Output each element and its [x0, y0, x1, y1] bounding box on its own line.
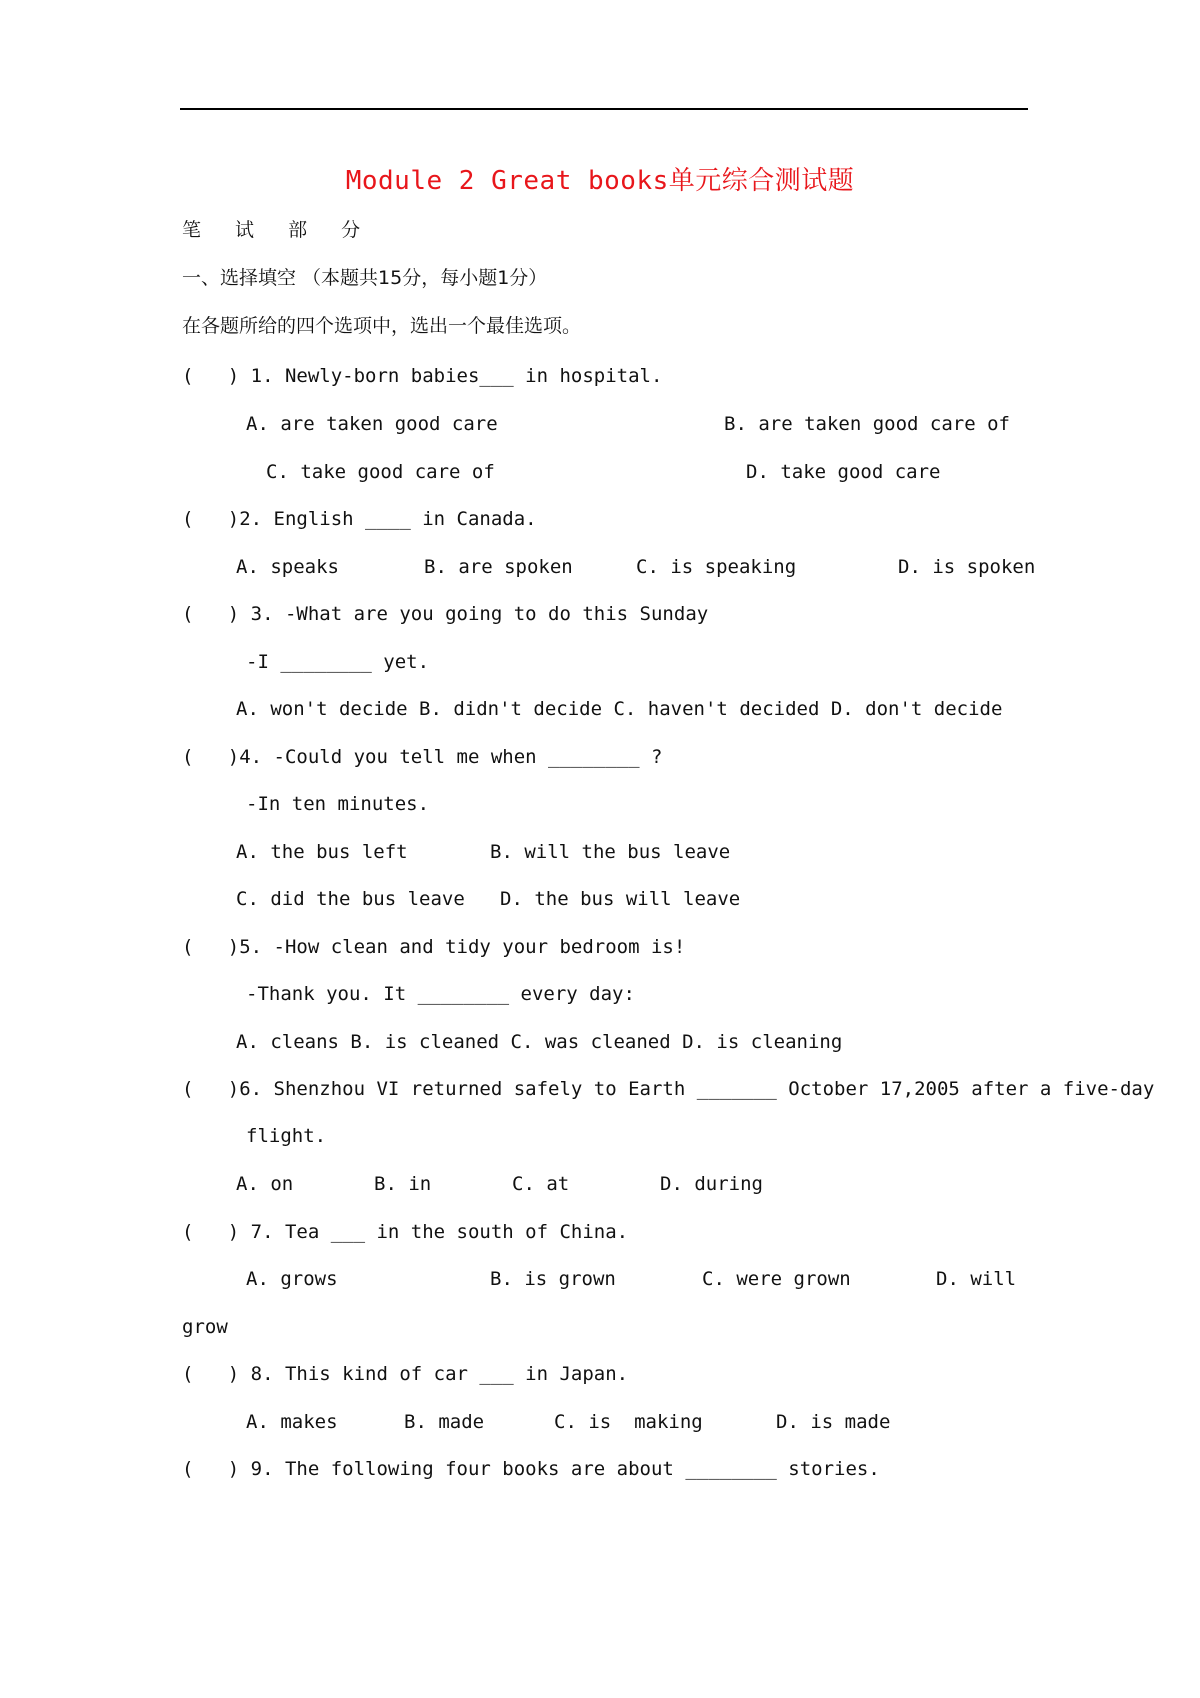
question-5-options: A. cleans B. is cleaned C. was cleaned D. is cleaning — [236, 1031, 843, 1053]
question-5-reply: -Thank you. It ________ every day: — [246, 983, 635, 1005]
question-6-option-a: A. on — [236, 1173, 294, 1195]
question-1-option-b: B. are taken good care of — [724, 413, 1010, 435]
section-heading: 笔 试 部 分 — [182, 219, 375, 241]
question-4-option-a: A. the bus left — [236, 841, 408, 863]
question-8-option-c: C. is making — [554, 1411, 703, 1433]
question-9-stem: ( ) 9. The following four books are about ________ stories. — [182, 1458, 880, 1480]
question-4-reply: -In ten minutes. — [246, 793, 430, 815]
question-2-stem: ( )2. English ____ in Canada. — [182, 508, 537, 530]
question-2-option-b: B. are spoken — [424, 556, 573, 578]
question-4-option-c: C. did the bus leave — [236, 888, 465, 910]
question-6-option-b: B. in — [374, 1173, 432, 1195]
question-8-stem: ( ) 8. This kind of car ___ in Japan. — [182, 1363, 629, 1385]
question-2-option-d: D. is spoken — [898, 556, 1036, 578]
question-1-option-c: C. take good care of — [266, 461, 495, 483]
question-1-stem: ( ) 1. Newly-born babies___ in hospital. — [182, 365, 663, 387]
question-1-option-d: D. take good care — [746, 461, 941, 483]
question-7-stem: ( ) 7. Tea ___ in the south of China. — [182, 1221, 629, 1243]
header-rule — [180, 108, 1028, 110]
question-4-option-b: B. will the bus leave — [490, 841, 731, 863]
question-7-option-c: C. were grown — [702, 1268, 851, 1290]
question-2-option-c: C. is speaking — [636, 556, 797, 578]
question-3-options: A. won't decide B. didn't decide C. haven't decided D. don't decide — [236, 698, 1003, 720]
question-8-option-b: B. made — [404, 1411, 485, 1433]
question-7-option-b: B. is grown — [490, 1268, 616, 1290]
question-6-option-d: D. during — [660, 1173, 763, 1195]
page-title: Module 2 Great books单元综合测试题 — [345, 166, 855, 196]
question-6-option-c: C. at — [512, 1173, 570, 1195]
question-3-stem: ( ) 3. -What are you going to do this Sunday — [182, 603, 709, 625]
question-7-option-a: A. grows — [246, 1268, 338, 1290]
question-3-reply: -I ________ yet. — [246, 651, 430, 673]
question-1-option-a: A. are taken good care — [246, 413, 498, 435]
question-8-option-d: D. is made — [776, 1411, 891, 1433]
instruction-text: 在各题所给的四个选项中，选出一个最佳选项。 — [182, 315, 582, 337]
question-7-option-d: D. will — [936, 1268, 1017, 1290]
question-4-option-d: D. the bus will leave — [500, 888, 741, 910]
part-heading: 一、选择填空 （本题共15分，每小题1分） — [182, 267, 548, 289]
question-6-continuation: flight. — [246, 1125, 327, 1147]
question-6-stem: ( )6. Shenzhou VI returned safely to Earth _______ October 17,2005 after a five-day — [182, 1078, 1155, 1100]
question-7-option-d-wrap: grow — [182, 1316, 228, 1338]
question-8-option-a: A. makes — [246, 1411, 338, 1433]
question-5-stem: ( )5. -How clean and tidy your bedroom is! — [182, 936, 686, 958]
question-4-stem: ( )4. -Could you tell me when ________ ? — [182, 746, 663, 768]
question-2-option-a: A. speaks — [236, 556, 339, 578]
